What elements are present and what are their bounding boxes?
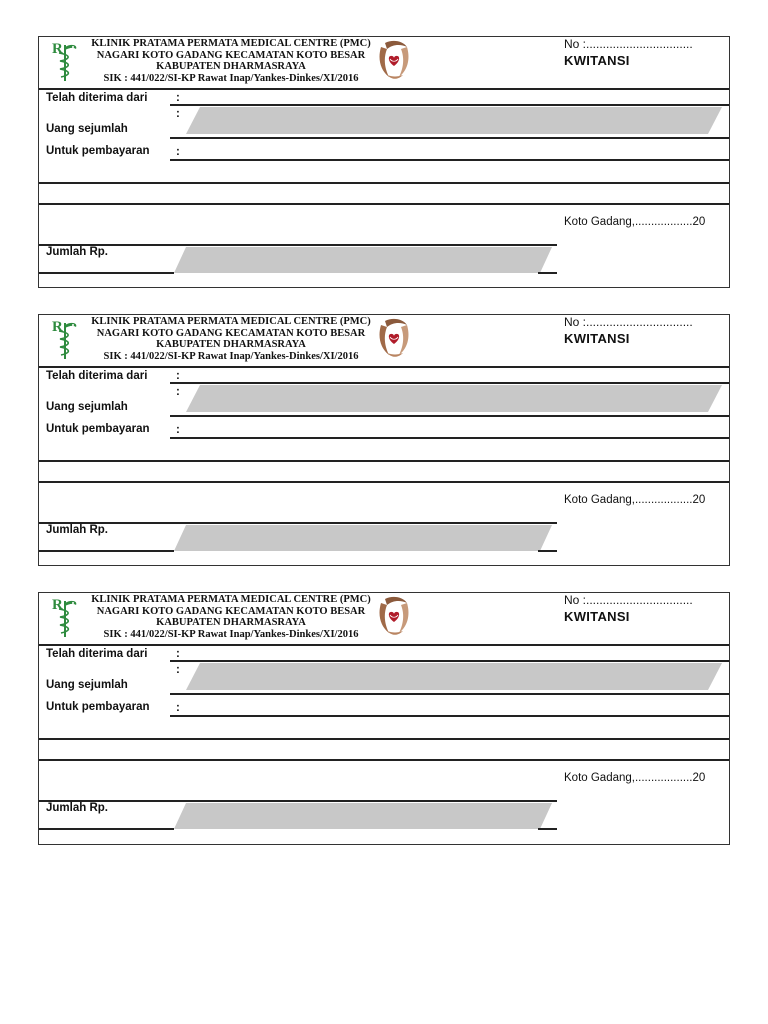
hands-heart-emblem-icon xyxy=(377,317,411,359)
amount-words-field[interactable] xyxy=(186,385,722,412)
clinic-header xyxy=(81,38,381,84)
total-underline-right xyxy=(538,550,557,552)
received-from-field[interactable] xyxy=(170,660,729,662)
received-from-label: Telah diterima dari xyxy=(46,648,148,660)
payment-for-field[interactable] xyxy=(170,437,729,439)
amount-words-label: Uang sejumlah xyxy=(46,123,128,135)
payment-for-field[interactable] xyxy=(170,715,729,717)
header-divider xyxy=(39,366,729,368)
payment-for-field[interactable] xyxy=(170,159,729,161)
receipt-title: KWITANSI xyxy=(564,609,630,624)
clinic-address: NAGARI KOTO GADANG KECAMATAN KOTO BESAR xyxy=(96,327,366,339)
receipt-form xyxy=(38,314,730,566)
total-label: Jumlah Rp. xyxy=(46,246,108,258)
payment-for-label: Untuk pembayaran xyxy=(46,145,150,157)
payment-for-colon: : xyxy=(176,702,180,714)
receipt-form xyxy=(38,592,730,845)
place-date-field[interactable]: Koto Gadang,..................20 xyxy=(564,772,706,784)
clinic-regency: KABUPATEN DHARMASRAYA xyxy=(156,61,306,72)
caduceus-rx-logo-icon xyxy=(51,317,79,361)
payment-for-colon: : xyxy=(176,146,180,158)
clinic-address: NAGARI KOTO GADANG KECAMATAN KOTO BESAR xyxy=(96,605,366,617)
clinic-license: SIK : 441/022/SI-KP Rawat Inap/Yankes-Dinkes/XI/2016 xyxy=(103,350,359,362)
blank-line-1[interactable] xyxy=(39,738,729,740)
payment-for-label: Untuk pembayaran xyxy=(46,701,150,713)
total-underline-left xyxy=(39,550,174,552)
receipt-form xyxy=(38,36,730,288)
blank-line-1[interactable] xyxy=(39,460,729,462)
amount-words-underline xyxy=(170,415,729,417)
amount-words-field[interactable] xyxy=(186,663,722,690)
amount-words-colon: : xyxy=(176,664,180,676)
total-underline-left xyxy=(39,272,174,274)
place-date-field[interactable]: Koto Gadang,..................20 xyxy=(564,216,706,228)
total-underline-right xyxy=(538,272,557,274)
clinic-name: KLINIK PRATAMA PERMATA MEDICAL CENTRE (PMC) xyxy=(91,594,371,605)
total-label: Jumlah Rp. xyxy=(46,524,108,536)
total-underline-right xyxy=(538,828,557,830)
place-date-field[interactable]: Koto Gadang,..................20 xyxy=(564,494,706,506)
received-from-label: Telah diterima dari xyxy=(46,92,148,104)
hands-heart-emblem-icon xyxy=(377,595,411,637)
receipt-title: KWITANSI xyxy=(564,53,630,68)
amount-words-underline xyxy=(170,137,729,139)
received-from-field[interactable] xyxy=(170,382,729,384)
received-from-colon: : xyxy=(176,370,180,382)
total-top-line xyxy=(39,244,557,246)
payment-for-colon: : xyxy=(176,424,180,436)
received-from-label: Telah diterima dari xyxy=(46,370,148,382)
amount-words-label: Uang sejumlah xyxy=(46,401,128,413)
total-top-line xyxy=(39,800,557,802)
caduceus-rx-logo-icon xyxy=(51,39,79,83)
blank-line-2[interactable] xyxy=(39,759,729,761)
received-from-colon: : xyxy=(176,92,180,104)
amount-words-underline xyxy=(170,693,729,695)
hands-heart-emblem-icon xyxy=(377,39,411,81)
svg-text:R: R xyxy=(52,41,63,57)
clinic-address: NAGARI KOTO GADANG KECAMATAN KOTO BESAR xyxy=(96,49,366,61)
blank-line-1[interactable] xyxy=(39,182,729,184)
blank-line-2[interactable] xyxy=(39,481,729,483)
clinic-header xyxy=(81,594,381,640)
receipt-number-field[interactable]: No :................................ xyxy=(564,37,693,51)
received-from-colon: : xyxy=(176,648,180,660)
receipt-number-field[interactable]: No :................................ xyxy=(564,593,693,607)
total-amount-field[interactable] xyxy=(174,247,552,273)
caduceus-rx-logo-icon xyxy=(51,595,79,639)
svg-text:R: R xyxy=(52,597,63,613)
total-top-line xyxy=(39,522,557,524)
svg-text:R: R xyxy=(52,319,63,335)
amount-words-field[interactable] xyxy=(186,107,722,134)
total-amount-field[interactable] xyxy=(174,525,552,551)
total-underline-left xyxy=(39,828,174,830)
amount-words-colon: : xyxy=(176,386,180,398)
payment-for-label: Untuk pembayaran xyxy=(46,423,150,435)
blank-line-2[interactable] xyxy=(39,203,729,205)
clinic-name: KLINIK PRATAMA PERMATA MEDICAL CENTRE (PMC) xyxy=(91,38,371,49)
receipt-title: KWITANSI xyxy=(564,331,630,346)
receipt-number-field[interactable]: No :................................ xyxy=(564,315,693,329)
amount-words-colon: : xyxy=(176,108,180,120)
clinic-regency: KABUPATEN DHARMASRAYA xyxy=(156,617,306,628)
clinic-regency: KABUPATEN DHARMASRAYA xyxy=(156,339,306,350)
clinic-header xyxy=(81,316,381,362)
header-divider xyxy=(39,88,729,90)
amount-words-label: Uang sejumlah xyxy=(46,679,128,691)
clinic-name: KLINIK PRATAMA PERMATA MEDICAL CENTRE (PMC) xyxy=(91,316,371,327)
total-amount-field[interactable] xyxy=(174,803,552,829)
clinic-license: SIK : 441/022/SI-KP Rawat Inap/Yankes-Dinkes/XI/2016 xyxy=(103,72,359,84)
received-from-field[interactable] xyxy=(170,104,729,106)
total-label: Jumlah Rp. xyxy=(46,802,108,814)
header-divider xyxy=(39,644,729,646)
clinic-license: SIK : 441/022/SI-KP Rawat Inap/Yankes-Dinkes/XI/2016 xyxy=(103,628,359,640)
